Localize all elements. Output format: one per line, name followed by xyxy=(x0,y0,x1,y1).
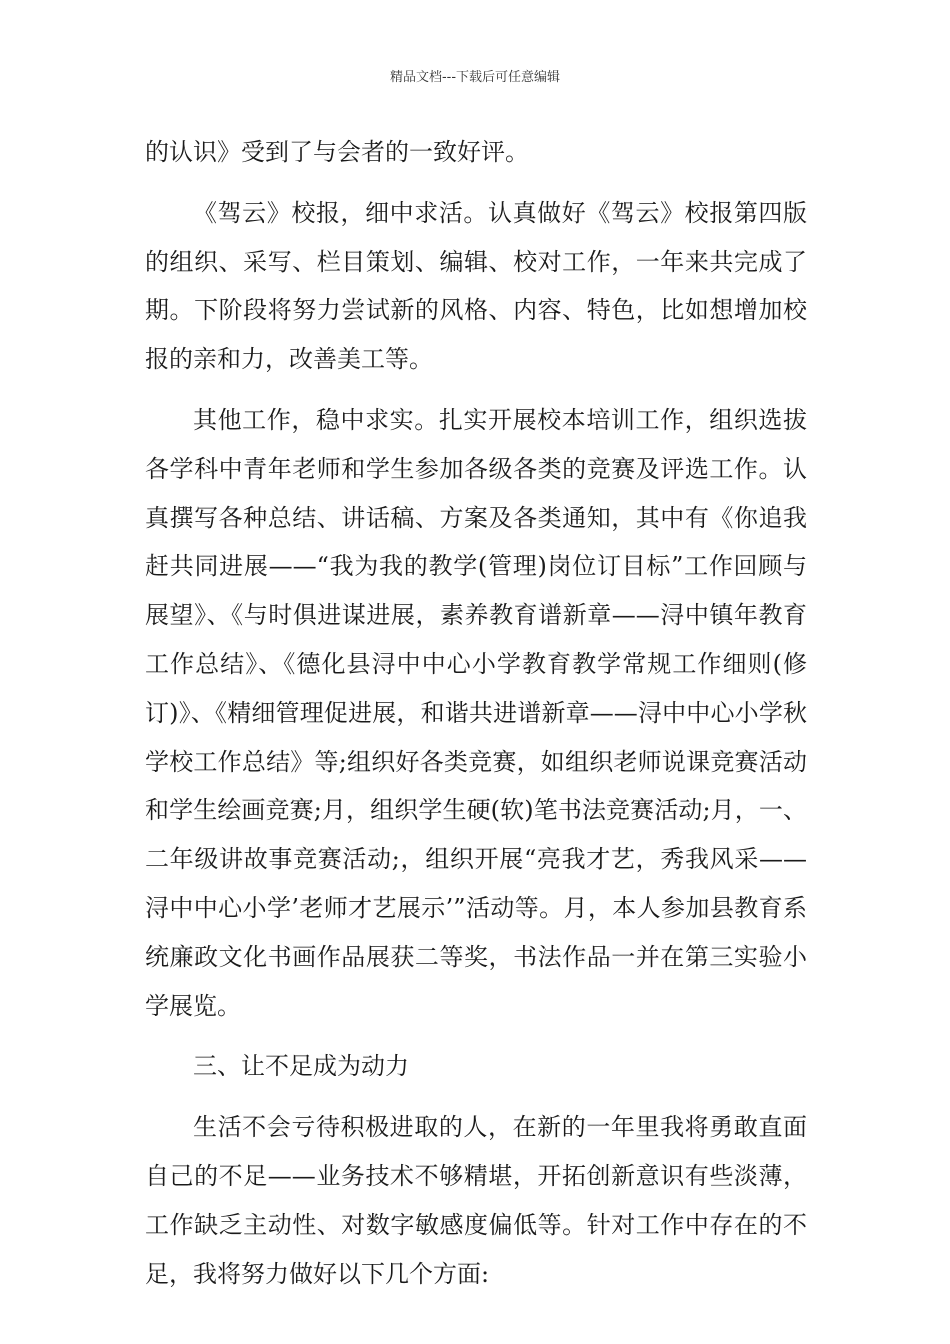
paragraph-4: 生活不会亏待积极进取的人，在新的一年里我将勇敢直面自己的不足——业务技术不够精堪，开拓创新意识有些淡薄，工作缺乏主动性、对数字敏感度偏低等。针对工作中存在的不足，我将努力做好以下几个方面: xyxy=(145,1113,807,1288)
paragraph-1: 的认识》受到了与会者的一致好评。 xyxy=(145,138,529,166)
section-heading: 三、让不足成为动力 xyxy=(193,1052,409,1081)
paragraph-2: 《驾云》校报，细中求活。认真做好《驾云》校报第四版的组织、采写、栏目策划、编辑、校对工作，一年来共完成了期。下阶段将努力尝试新的风格、内容、特色，比如想增加校报的亲和力，改善美工等。 xyxy=(145,198,807,374)
document-body xyxy=(145,128,807,1310)
page-header: 精品文档---下载后可任意编辑 xyxy=(389,70,561,85)
paragraph-3: 其他工作，稳中求实。扎实开展校本培训工作，组织选拔各学科中青年老师和学生参加各级各类的竞赛及评选工作。认真撰写各种总结、讲话稿、方案及各类通知，其中有《你追我赶共同进展——“我为我的教学(管理)岗位订目标”工作回顾与展望》、《与时俱进谋进展，素养教育谱新章——浔中镇年教育工作总结》、《德化县浔中中心小学教育教学常规工作细则(修订)》、《精细管理促进展，和谐共进谱新章——浔中中心小学秋学校工作总结》等;组织好各类竞赛，如组织老师说课竞赛活动和学生绘画竞赛;月，组织学生硬(软)笔书法竞赛活动;月，一、二年级讲故事竞赛活动;，组织开展“亮我才艺，秀我风采——浔中中心小学’老师才艺展示’”活动等。月，本人参加县教育系统廉政文化书画作品展获二等奖，书法作品一并在第三实验小学展览。 xyxy=(145,405,807,1020)
